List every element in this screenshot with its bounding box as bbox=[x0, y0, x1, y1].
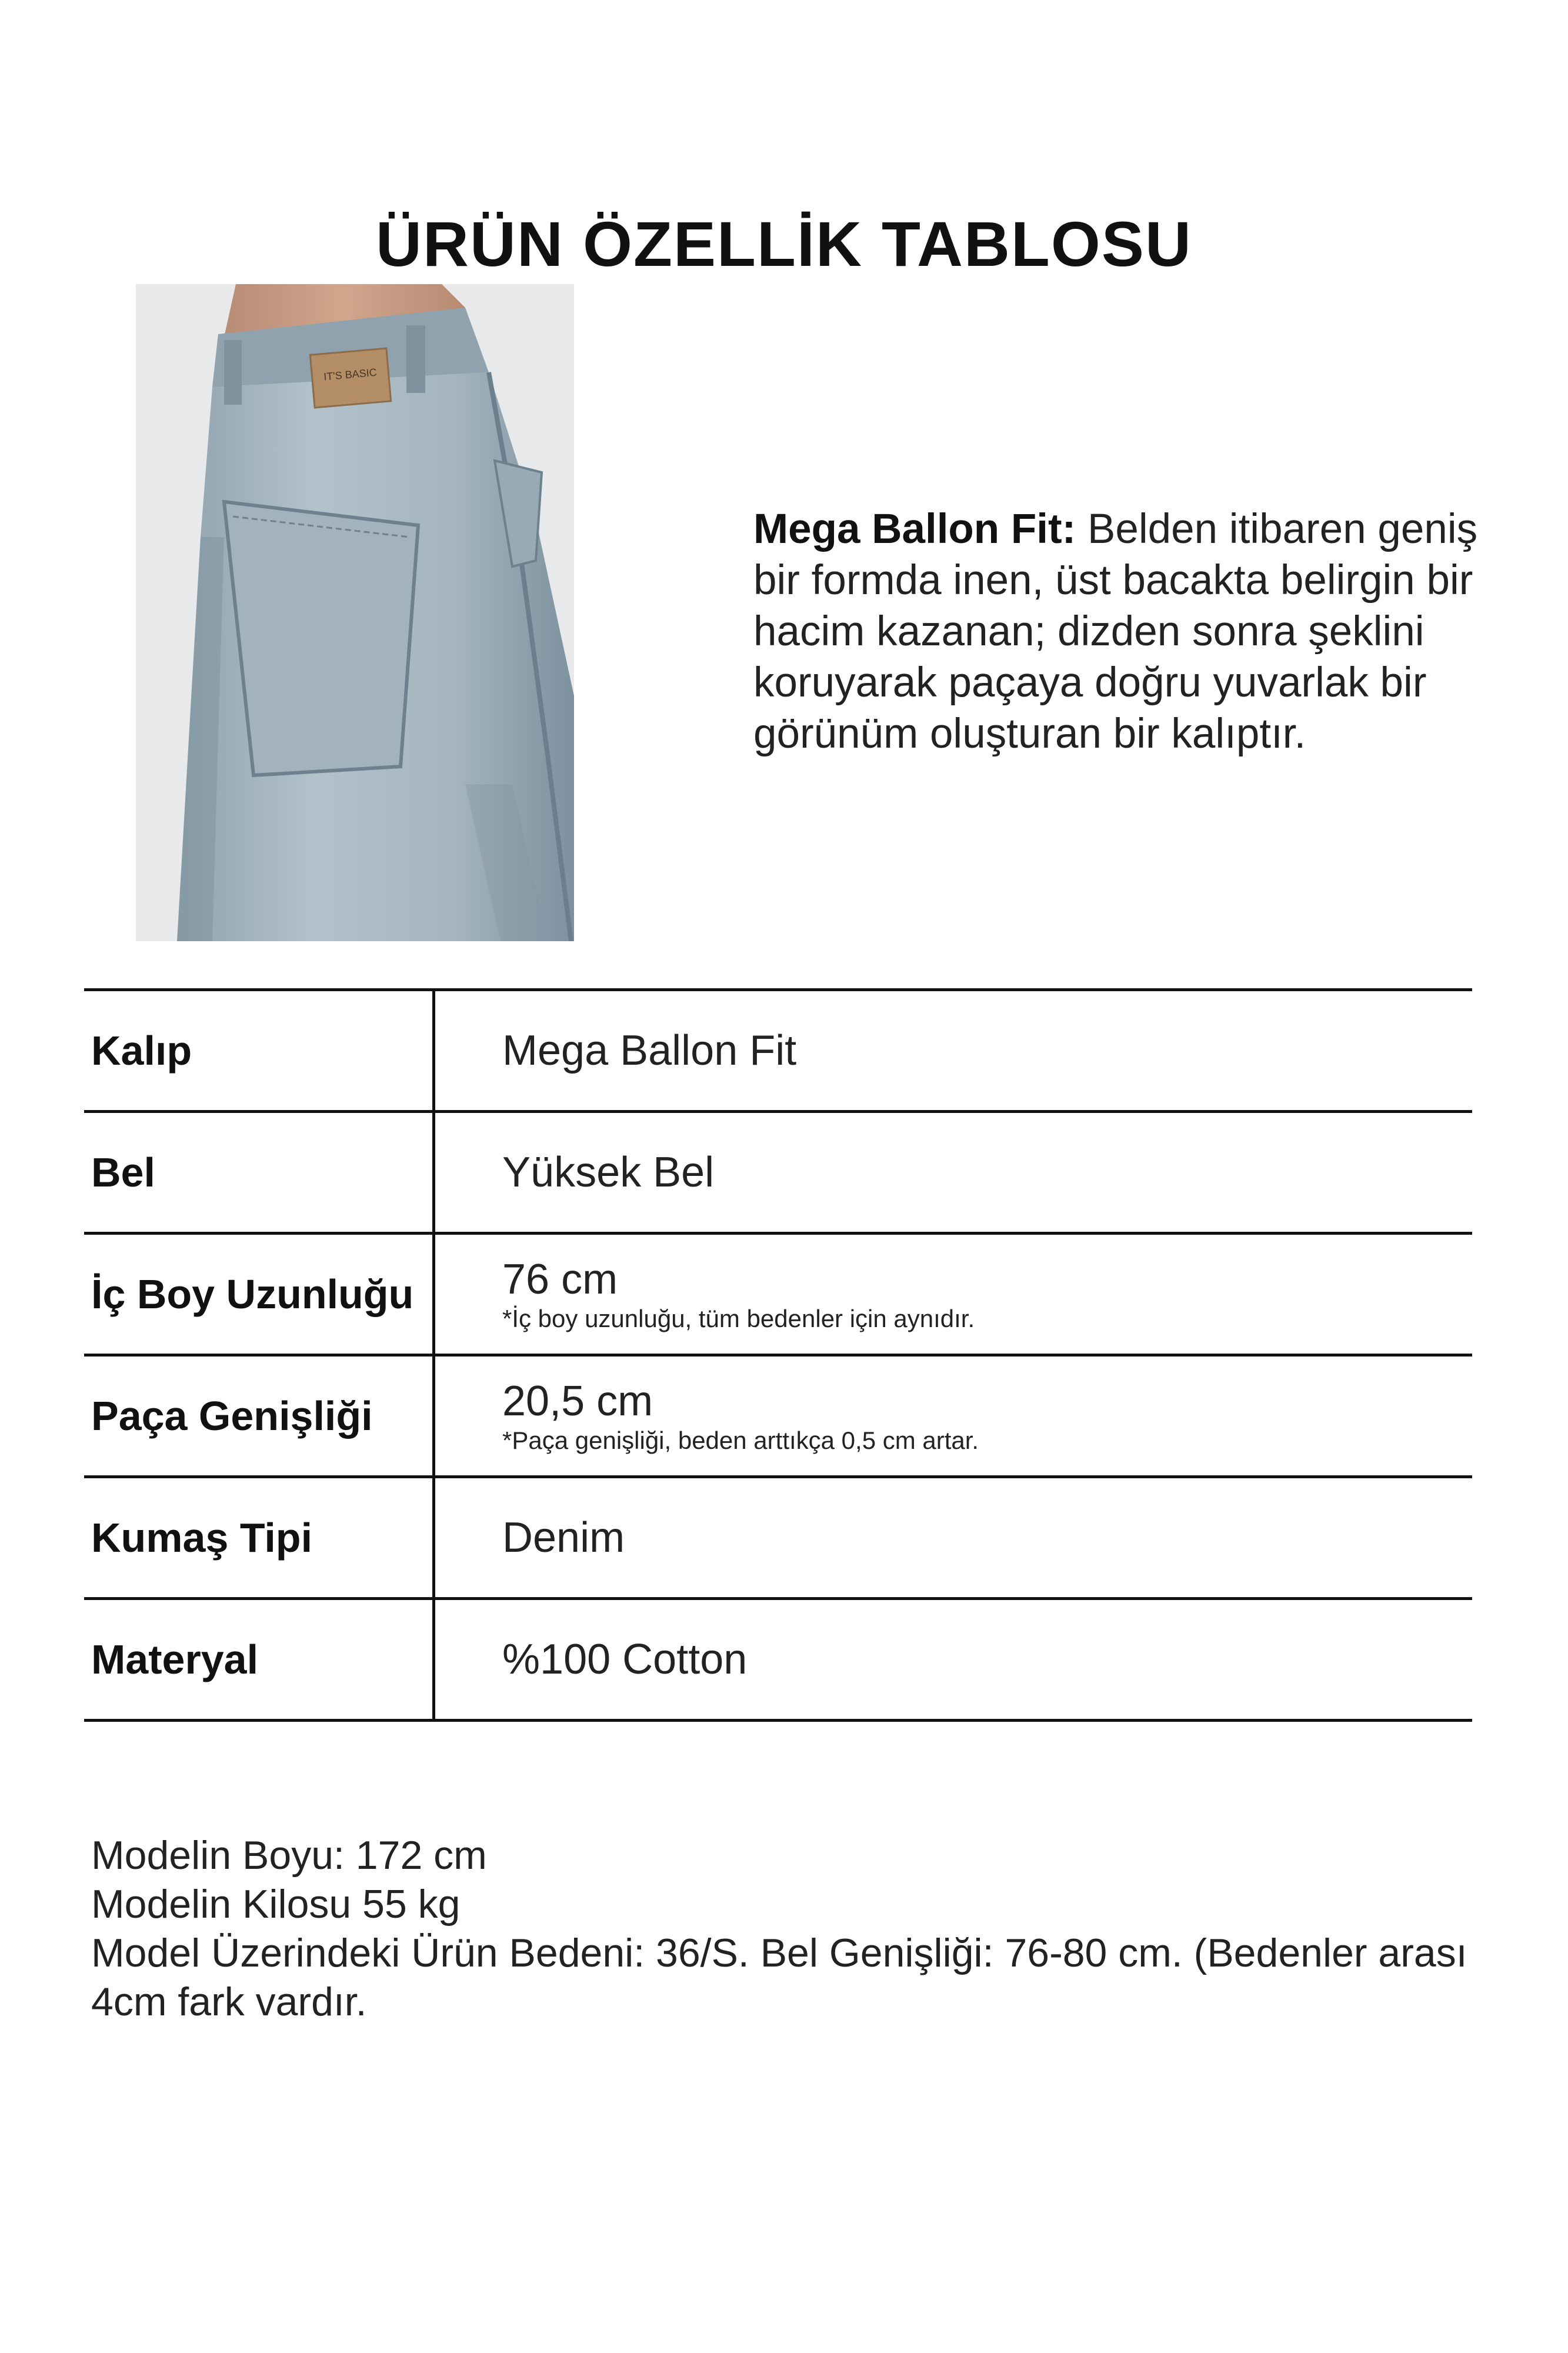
spec-value-cell bbox=[435, 1235, 1472, 1354]
spec-label: Bel bbox=[84, 1113, 435, 1232]
spec-note: *İç boy uzunluğu, tüm bedenler için aynıdır. bbox=[502, 1305, 975, 1332]
page-title: ÜRÜN ÖZELLİK TABLOSU bbox=[376, 208, 1192, 280]
spec-row-ic-boy bbox=[84, 1235, 1472, 1357]
model-size: Model Üzerindeki Ürün Bedeni: 36/S. Bel Genişliği: 76-80 cm. (Bedenler arası 4cm fark vardır. bbox=[91, 1931, 1467, 2024]
spec-value: Yüksek Bel bbox=[502, 1149, 715, 1196]
product-image bbox=[136, 284, 574, 941]
spec-label: Materyal bbox=[84, 1600, 435, 1719]
fit-term: Mega Ballon Fit: bbox=[753, 506, 1076, 552]
fit-description bbox=[753, 504, 1518, 759]
spec-row-paca bbox=[84, 1357, 1472, 1478]
spec-value-cell bbox=[435, 991, 1472, 1110]
spec-value-cell bbox=[435, 1357, 1472, 1475]
spec-row-materyal bbox=[84, 1600, 1472, 1722]
spec-value-cell bbox=[435, 1113, 1472, 1232]
spec-label: Paça Genişliği bbox=[84, 1357, 435, 1475]
spec-table bbox=[84, 988, 1472, 1722]
model-weight: Modelin Kilosu 55 kg bbox=[91, 1882, 461, 1927]
spec-value: %100 Cotton bbox=[502, 1636, 748, 1683]
spec-label: Kalıp bbox=[84, 991, 435, 1110]
spec-row-kumas bbox=[84, 1478, 1472, 1600]
spec-row-bel bbox=[84, 1113, 1472, 1235]
spec-note: *Paça genişliği, beden arttıkça 0,5 cm artar. bbox=[502, 1427, 979, 1454]
spec-value: Denim bbox=[502, 1514, 625, 1561]
model-height: Modelin Boyu: 172 cm bbox=[91, 1833, 487, 1878]
model-info bbox=[91, 1831, 1467, 2027]
brand-label-text: IT'S BASIC bbox=[323, 366, 378, 383]
denim-jeans-back-view-image bbox=[136, 284, 574, 941]
spec-row-kalip bbox=[84, 991, 1472, 1113]
spec-value: 76 cm bbox=[502, 1256, 618, 1303]
fit-text: Belden itibaren geniş bir formda inen, üst bacakta belirgin bir hacim kazanan; dizden sonra şeklini koruyarak paçaya doğru yuvarlak bir görünüm oluşturan bir kalıptır. bbox=[753, 506, 1478, 757]
spec-label: İç Boy Uzunluğu bbox=[84, 1235, 435, 1354]
spec-value-cell bbox=[435, 1478, 1472, 1597]
spec-label: Kumaş Tipi bbox=[84, 1478, 435, 1597]
spec-value: Mega Ballon Fit bbox=[502, 1027, 797, 1074]
spec-value: 20,5 cm bbox=[502, 1378, 653, 1425]
spec-value-cell bbox=[435, 1600, 1472, 1719]
